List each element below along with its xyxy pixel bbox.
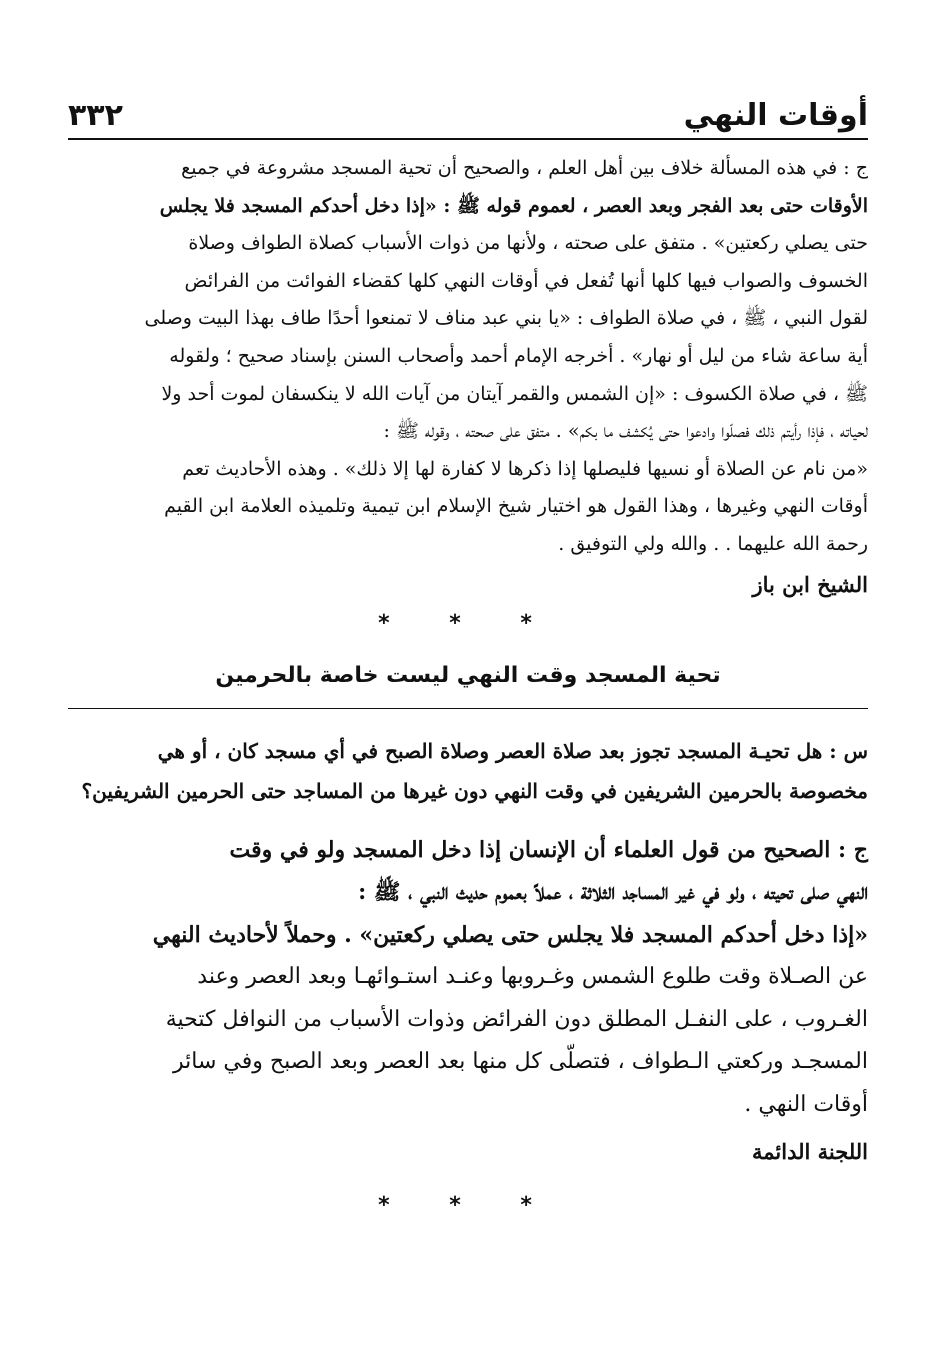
answer-1-line: أية ساعة شاء من ليل أو نهار» . أخرجه الإمام أحمد وأصحاب السنن بإسناد صحيح ؛ ولقوله bbox=[169, 344, 868, 367]
answer-2 bbox=[68, 829, 868, 1127]
answer-2-line: ج : الصحيح من قول العلماء أن الإنسان إذا دخل المسجد ولو في وقت bbox=[229, 836, 868, 863]
section-title: تحية المسجد وقت النهي ليست خاصة بالحرمين bbox=[215, 662, 721, 688]
answer-1-line: الأوقات حتى بعد الفجر وبعد العصر ، لعموم قوله ﷺ : «إذا دخل أحدكم المسجد فلا يجلس bbox=[159, 194, 868, 217]
answer-2-line: عن الصـلاة وقت طلوع الشمس وغـروبها وعنـد استـوائهـا وبعد العصر وعند bbox=[197, 964, 868, 990]
answer-1-line: ﷺ ، في صلاة الكسوف : «إن الشمس والقمر آيتان من آيات الله لا ينكسفان لموت أحد ولا bbox=[161, 382, 868, 405]
answer-2-line: «إذا دخل أحدكم المسجد فلا يجلس حتى يصلي ركعتين» . وحملاً لأحاديث النهي bbox=[152, 921, 868, 948]
book-page bbox=[68, 88, 868, 1228]
answer-2-line: المسجـد وركعتي الـطواف ، فتصلّى كل منها بعد العصر وبعد الصبح وفي سائر bbox=[173, 1049, 868, 1075]
answer-2-line: أوقات النهي . bbox=[744, 1091, 868, 1117]
answer-2-signature: اللجنة الدائمة bbox=[752, 1139, 868, 1165]
question-line: س : هل تحيـة المسجد تجوز بعد صلاة العصر وصلاة الصبح في أي مسجد كان ، أو هي bbox=[157, 738, 868, 763]
answer-1-line: لقول النبي ، ﷺ ، في صلاة الطواف : «يا بني عبد مناف لا تمنعوا أحدًا طاف بهذا البيت وصلى bbox=[144, 307, 868, 330]
separator-stars: * * * bbox=[378, 610, 558, 636]
chapter-title: أوقات النهي bbox=[683, 98, 868, 133]
answer-1-line: الخسوف والصواب فيها كلها أنها تُفعل في أوقات النهي كلها كقضاء الفوائت من الفرائض bbox=[184, 269, 868, 292]
answer-1-signature: الشيخ ابن باز bbox=[752, 571, 868, 597]
page-number: ٣٣٢ bbox=[68, 98, 123, 133]
answer-1-line: رحمة الله عليهما . . والله ولي التوفيق . bbox=[558, 532, 868, 555]
question-line: مخصوصة بالحرمين الشريفين في وقت النهي دون غيرها من المساجد حتى الحرمين الشريفين؟ bbox=[81, 778, 868, 803]
section-divider bbox=[68, 708, 868, 709]
answer-2-line: الغـروب ، على النفـل المطلق دون الفرائض وذوات الأسباب من النوافل كتحية bbox=[165, 1006, 868, 1032]
answer-1 bbox=[68, 150, 868, 564]
answer-1-line: أوقات النهي وغيرها ، وهذا القول هو اختيار شيخ الإسلام ابن تيمية وتلميذه العلامة ابن القيم bbox=[164, 495, 868, 518]
bottom-separator-stars: * * * bbox=[378, 1193, 558, 1219]
answer-1-line: حتى يصلي ركعتين» . متفق على صحته ، ولأنها من ذوات الأسباب كصلاة الطواف وصلاة bbox=[188, 232, 868, 255]
question-block bbox=[68, 731, 868, 811]
page-header bbox=[68, 88, 868, 140]
answer-2-line: النهي صلى تحيته ، ولو في غير المساجد الثلاثة ، عملاً بعموم حديث النبي ، ﷺ : bbox=[358, 879, 868, 906]
answer-1-line: «من نام عن الصلاة أو نسيها فليصلها إذا ذكرها لا كفارة لها إلا ذلك» . وهذه الأحاديث تعم bbox=[182, 457, 868, 480]
answer-1-line: لحياته ، فإذا رأيتم ذلك فصلّوا وادعوا حتى يُكشف ما بكم» . متفق على صحته ، وقوله ﷺ : bbox=[383, 420, 868, 443]
answer-1-line: ج : في هذه المسألة خلاف بين أهل العلم ، والصحيح أن تحية المسجد مشروعة في جميع bbox=[181, 157, 868, 179]
